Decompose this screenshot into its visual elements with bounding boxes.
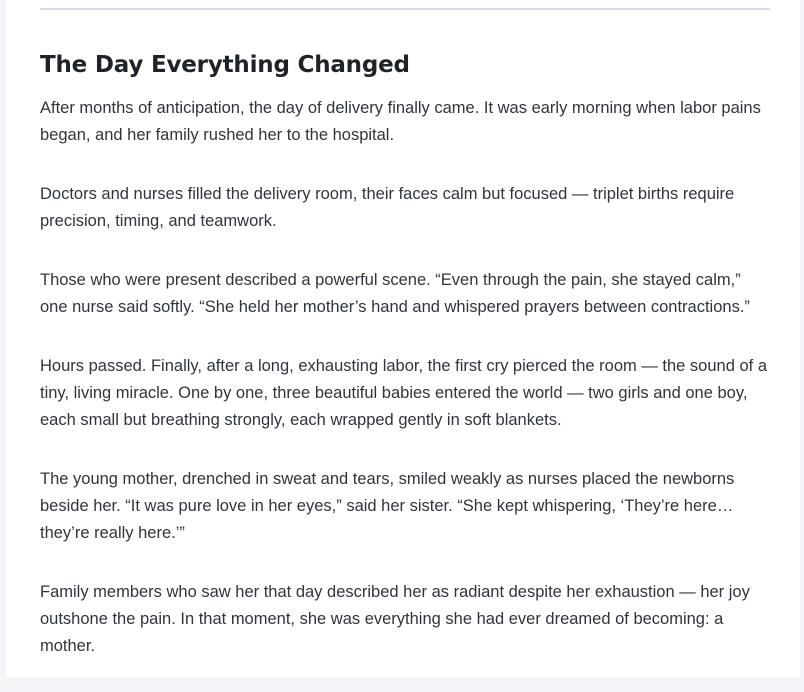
section-heading: The Day Everything Changed <box>40 52 410 78</box>
top-divider <box>40 8 770 10</box>
paragraph-1: After months of anticipation, the day of delivery finally came. It was early morning when labor pains began, and her family rushed her to the hospital. <box>40 99 761 144</box>
article-page <box>6 0 800 677</box>
paragraph-4: Hours passed. Finally, after a long, exhausting labor, the first cry pierced the room — the sound of a tiny, living miracle. One by one, three beautiful babies entered the world — two girls and one boy, each small but breathing strongly, each wrapped gently in soft blankets. <box>40 357 767 429</box>
article-body <box>40 48 770 692</box>
paragraph-5: The young mother, drenched in sweat and tears, smiled weakly as nurses placed the newborns beside her. “It was pure love in her eyes,” said her sister. “She kept whispering, ‘They’re here… they’re really here.’” <box>40 470 735 542</box>
paragraph-6: Family members who saw her that day described her as radiant despite her exhaustion — her joy outshone the pain. In that moment, she was everything she had ever dreamed of becoming: a mother. <box>40 583 750 655</box>
paragraph-3: Those who were present described a powerful scene. “Even through the pain, she stayed calm,” one nurse said softly. “She held her mother’s hand and whispered prayers between contractions.” <box>40 271 750 316</box>
paragraph-2: Doctors and nurses filled the delivery room, their faces calm but focused — triplet births require precision, timing, and teamwork. <box>40 185 735 230</box>
